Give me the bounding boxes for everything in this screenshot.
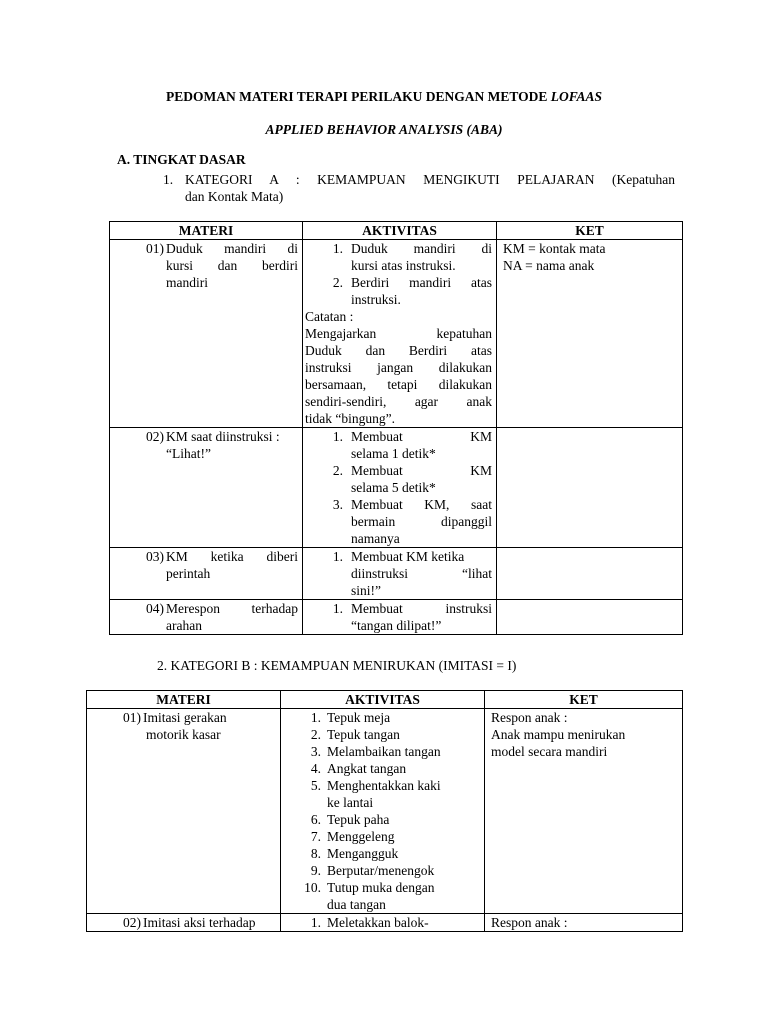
materi-line: KM ketika diberi (166, 549, 298, 564)
list-item: 5. Menghentakkan kaki ke lantai (310, 778, 441, 810)
header-materi: MATERI (87, 691, 281, 709)
table-row (110, 428, 683, 548)
list-item: 6. Tepuk paha (310, 812, 390, 827)
header-aktivitas: AKTIVITAS (303, 222, 497, 240)
aktivitas-cell (303, 600, 497, 635)
row-number: 02) (123, 915, 141, 930)
list-item: 9. Berputar/menengok (310, 863, 435, 878)
materi-line: Imitasi gerakan (143, 710, 227, 725)
list-item: 3. Melambaikan tangan (310, 744, 441, 759)
list-item: 1. Membuat KM selama 1 detik* (332, 429, 492, 461)
table-kategori-b (86, 690, 683, 932)
ket-cell (497, 548, 683, 600)
kategori-b-heading: 2. KATEGORI B : KEMAMPUAN MENIRUKAN (IMITASI = I) (157, 658, 517, 673)
aktivitas-cell (281, 914, 485, 932)
kategori-a-heading (185, 171, 675, 205)
title-italic: LOFAAS (550, 89, 603, 104)
row-number: 01) (123, 710, 141, 725)
materi-cell (87, 709, 281, 914)
table-header-row (87, 691, 683, 709)
list-item: 10. Tutup muka dengan dua tangan (304, 880, 435, 912)
materi-line: Imitasi aksi terhadap (143, 915, 256, 930)
materi-line: perintah (166, 566, 211, 581)
table-row (110, 240, 683, 428)
row-number: 03) (146, 549, 164, 564)
materi-cell (110, 428, 303, 548)
aktivitas-cell (303, 548, 497, 600)
list-item: 1. Duduk mandiri di kursi atas instruksi. (332, 241, 492, 273)
header-ket: KET (497, 222, 683, 240)
catatan-note: Catatan : Mengajarkan kepatuhan Duduk dan Berdiri atas instruksi jangan dilakukan bersamaan, tetapi dilakukan sendiri-sendiri, agar anak tidak “bingung”. (305, 309, 492, 426)
table-header-row (110, 222, 683, 240)
row-number: 02) (146, 429, 164, 444)
materi-line: arahan (166, 618, 202, 633)
list-item: 2. Membuat KM selama 5 detik* (332, 463, 492, 495)
ket-cell: Respon anak : (485, 914, 683, 932)
list-item: 2. Berdiri mandiri atas instruksi. (332, 275, 492, 307)
materi-cell (110, 600, 303, 635)
table-row (110, 600, 683, 635)
ket-cell (497, 600, 683, 635)
title-main: PEDOMAN MATERI TERAPI PERILAKU DENGAN METODE (165, 89, 551, 104)
header-ket: KET (485, 691, 683, 709)
table-row (87, 709, 683, 914)
materi-line: mandiri (166, 275, 208, 290)
kategori-a-line2: dan Kontak Mata) (185, 189, 284, 204)
document-subtitle: APPLIED BEHAVIOR ANALYSIS (ABA) (265, 122, 503, 137)
ket-cell: KM = kontak mata NA = nama anak (497, 240, 683, 428)
list-item: 7. Menggeleng (310, 829, 395, 844)
list-item: 1. Membuat instruksi “tangan dilipat!” (332, 601, 492, 633)
materi-line: motorik kasar (146, 727, 221, 742)
row-number: 04) (146, 601, 164, 616)
header-aktivitas: AKTIVITAS (281, 691, 485, 709)
list-item: 1. Membuat KM ketika diinstruksi “lihat sini!” (332, 549, 492, 598)
header-materi: MATERI (110, 222, 303, 240)
kategori-a-line1: KATEGORI A : KEMAMPUAN MENGIKUTI PELAJARAN (Kepatuhan (185, 172, 675, 187)
table-row (87, 914, 683, 932)
list-item: 2. Tepuk tangan (310, 727, 400, 742)
ket-cell: Respon anak : Anak mampu menirukan model secara mandiri (485, 709, 683, 914)
materi-cell (110, 548, 303, 600)
materi-cell (87, 914, 281, 932)
table-row (110, 548, 683, 600)
row-number: 01) (146, 241, 164, 256)
materi-line: KM saat diinstruksi : (166, 429, 280, 444)
list-item: 4. Angkat tangan (310, 761, 407, 776)
materi-line: Duduk mandiri di (166, 241, 298, 256)
materi-line: kursi dan berdiri (166, 258, 298, 273)
table-kategori-a (109, 221, 683, 635)
ket-cell (497, 428, 683, 548)
aktivitas-cell (303, 240, 497, 428)
materi-cell (110, 240, 303, 428)
materi-line: Merespon terhadap (166, 601, 298, 616)
aktivitas-cell (303, 428, 497, 548)
list-item: 1. Tepuk meja (310, 710, 391, 725)
aktivitas-cell (281, 709, 485, 914)
kategori-a-number: 1. (163, 172, 174, 187)
list-item: 1. Meletakkan balok- (310, 915, 429, 930)
list-item: 8. Mengangguk (310, 846, 399, 861)
materi-line: “Lihat!” (166, 446, 211, 461)
section-heading: A. TINGKAT DASAR (117, 152, 246, 167)
list-item: 3. Membuat KM, saat bermain dipanggil namanya (332, 497, 492, 546)
document-title (0, 88, 768, 105)
